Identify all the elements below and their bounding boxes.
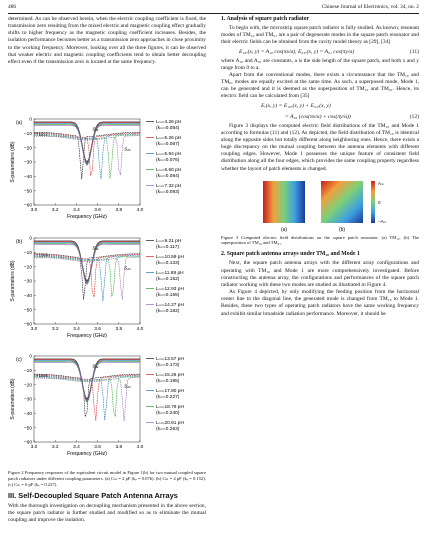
equation-11-number: (11) [409, 48, 419, 55]
y-tick-label: −60 [23, 440, 32, 446]
legend-coefficient: (kₘ=0.093) [156, 190, 180, 195]
x-tick-label: 3.0 [30, 208, 38, 213]
equation-12b-body: = A₁₀ (cos(πx/a) + cos(πy/a)) [285, 113, 351, 120]
s11-curve [34, 360, 140, 400]
y-tick-label: −40 [23, 174, 32, 180]
x-tick-label: 3.2 [51, 327, 59, 332]
fig3-subcaption-b: (b) [338, 226, 346, 233]
level-annotation: −12.2 [36, 131, 48, 137]
x-tick-label: 3.8 [115, 208, 123, 213]
y-tick-label: −10 [23, 368, 32, 374]
y-tick-label: −10 [23, 131, 32, 137]
legend-coefficient: (kₘ=0.182) [156, 309, 180, 314]
legend-label: Lₘ=17.80 pH [156, 389, 184, 394]
y-axis-label: S-parameters (dB) [10, 260, 16, 302]
figure-3 [221, 177, 419, 235]
colorbar-mid-label: 0 [378, 199, 381, 205]
legend-coefficient: (kₘ=0.227) [156, 395, 180, 400]
y-tick-label: −30 [23, 397, 32, 403]
y-tick-label: −40 [23, 411, 32, 417]
y-tick-label: −30 [23, 160, 32, 166]
legend-coefficient: (kₘ=0.240) [156, 411, 180, 416]
figure-3-graphic [221, 177, 419, 235]
y-tick-label: −60 [23, 203, 32, 209]
y-tick-label: 0 [29, 236, 32, 242]
equation-12a-body: Eᵣ(x, y) = E₁₀ᵣ(x, y) + E₀₁ᵣ(x, y) [261, 102, 331, 109]
y-tick-label: −20 [23, 265, 32, 271]
legend-label: Lₘ=6.60 pH [156, 168, 182, 173]
s11-curve [34, 123, 140, 163]
s-parameter-plot-c [8, 350, 208, 466]
y-tick-label: −20 [23, 383, 32, 389]
legend-label: Lₘ=11.88 pH [156, 271, 184, 276]
legend-coefficient: (kₘ=0.173) [156, 363, 180, 368]
level-annotation: −15.6 [36, 373, 48, 379]
x-tick-label: 3.4 [73, 445, 80, 450]
y-tick-label: 0 [29, 354, 32, 360]
y-tick-label: −10 [23, 250, 32, 256]
legend-coefficient: (kₘ=0.067) [156, 142, 180, 147]
x-tick-label: 3.6 [94, 445, 101, 450]
legend-coefficient: (kₘ=0.263) [156, 427, 180, 432]
s21-curve [34, 135, 140, 179]
subsection-1-title: 1. Analysis of square patch radiator [221, 16, 310, 22]
x-tick-label: 3.4 [73, 327, 80, 332]
s-parameter-plot-b [8, 232, 208, 348]
s11-curve [34, 122, 140, 162]
level-annotation: −13.9 [36, 252, 48, 258]
field-map-tm10 [263, 181, 305, 223]
legend-coefficient: (kₘ=0.076) [156, 158, 180, 163]
subsection-2-title: 2. Square patch antenna arrays under TM₁₀ and Mode 1 [221, 251, 360, 258]
legend-label: Lₘ=5.26 pH [156, 136, 182, 141]
x-tick-label: 3.8 [115, 445, 123, 450]
legend-coefficient: (kₘ=0.117) [156, 245, 180, 250]
legend-coefficient: (kₘ=0.165) [156, 293, 180, 298]
legend-label: Lₘ=5.94 pH [156, 152, 182, 157]
legend-label: Lₘ=13.57 pH [156, 357, 184, 362]
legend-label: Lₘ=4.26 pH [156, 120, 182, 125]
right-column [221, 16, 419, 318]
x-tick-label: 4.0 [136, 445, 144, 450]
s11-curve [34, 124, 140, 164]
subsection-2-para-2: As Figure 4 depicted, by only modifying the feeding position from the horizontal center line to the diagonal line, the generated mode is changed from TM₁₀ to Mode 1. Besides, these two types of operating patch radiators have the same working frequency and exhibit similar broadside radiation performance. Moreover, it should be [221, 289, 419, 317]
s11-label: S₁₁ [92, 364, 99, 370]
y-tick-label: −20 [23, 146, 32, 152]
legend-coefficient: (kₘ=0.133) [156, 261, 180, 266]
legend-label: Lₘ=18.79 pH [156, 405, 184, 410]
y-axis-label: S-parameters (dB) [10, 141, 16, 183]
legend-coefficient: (kₘ=0.054) [156, 126, 180, 131]
x-axis-label: Frequency (GHz) [67, 333, 107, 339]
y-axis-label: S-parameters (dB) [10, 378, 16, 420]
legend-label: Lₘ=12.93 pH [156, 287, 184, 292]
equation-11 [221, 47, 419, 58]
s11-curve [34, 362, 140, 402]
panel-label: (b) [16, 239, 23, 245]
subsection-1-para-1: To begin with, the microstrip square patch radiator is fully studied. As known, resonant modes of TM₁₀ and TM₀₁ are a pair of degenerate modes in the square patch resonator and their electric fields can be obtained from the cavity model theory as [29], [34] [221, 25, 419, 46]
s11-label: S₁₁ [92, 127, 99, 133]
s11-curve [34, 124, 140, 164]
section-3-title: III. Self-Decoupled Square Patch Antenna Arrays [8, 491, 178, 501]
legend-coefficient: (kₘ=0.084) [156, 174, 180, 179]
colorbar-bottom-label: −Aₘ [378, 218, 387, 224]
s21-curve [34, 374, 140, 417]
equation-12-number: (12) [409, 113, 419, 120]
s21-curve [34, 133, 140, 176]
y-tick-label: −30 [23, 279, 32, 285]
panel-label: (c) [16, 357, 22, 363]
colorbar [371, 181, 375, 223]
x-tick-label: 3.2 [51, 445, 59, 450]
s21-curve [34, 136, 140, 175]
y-tick-label: −50 [23, 189, 32, 195]
x-tick-label: 3.2 [51, 208, 59, 213]
panel-label: (a) [16, 120, 23, 126]
page-number: 486 [8, 4, 17, 10]
x-tick-label: 3.0 [30, 327, 38, 332]
equation-12b [221, 112, 419, 123]
subsection-1-para-2: where A₁₀ and A₀₁ are constants, a is the side length of the square patch, and both x and y range from 0 to a. [221, 57, 419, 71]
equation-11-body: E₁₀ᵣ(x, y) = A₁₀ cos(πx/a), E₀₁ᵣ(x, y) = A₀₁ cos(πy/a) [239, 48, 355, 55]
s21-curve [34, 376, 140, 421]
x-tick-label: 4.0 [136, 327, 144, 332]
y-tick-label: −40 [23, 293, 32, 299]
subsection-2-para-1: Next, the square patch antenna arrays with the different array configurations and operating with TM₁₀ and Mode 1 are more comprehensively investigated. Before constructing the antenna array, the configurations and performances of the square patch radiator working with these two modes are studied as illustrated in Figure 4. [221, 260, 419, 288]
legend-label: Lₘ=20.61 pH [156, 421, 184, 426]
y-tick-label: −60 [23, 322, 32, 328]
legend-label: Lₘ=10.59 pH [156, 255, 184, 260]
legend-label: Lₘ=7.32 pH [156, 184, 182, 189]
left-column [8, 16, 206, 66]
x-tick-label: 3.6 [94, 208, 101, 213]
legend-coefficient: (kₘ=0.195) [156, 379, 180, 384]
legend-label: Lₘ=14.27 pH [156, 303, 184, 308]
s21-curve [34, 134, 140, 179]
s-parameter-plot-a [8, 113, 208, 229]
x-tick-label: 4.0 [136, 208, 144, 213]
x-axis-label: Frequency (GHz) [67, 214, 107, 220]
y-tick-label: −50 [23, 426, 32, 432]
s21-label: S₂₁ [124, 147, 131, 153]
s11-label: S₁₁ [92, 246, 99, 252]
s11-curve [34, 243, 140, 283]
x-tick-label: 3.4 [73, 208, 80, 213]
section-3-paragraph: With the thorough investigation on decoupling mechanism presented in the above section, the square patch radiator is further studied and modified so as to eliminate the mutual coupling and improve the isolation. [8, 502, 206, 524]
subsection-1-para-3: Apart from the conventional modes, there exists a circumstance that the TM₁₀ and TM₀₁ modes are equally excited at the same time. As such, a superposed mode, Mode 1, can be generated and it is deemed as the superposition of TM₁₀ and TM₀₁. Hence, its electric field can be calculated from [35] [221, 71, 419, 100]
subsection-1-para-4: Figure 3 displays the computed electric field distributions of the TM₁₀ and Mode 1 according to formulas (11) and (12). As depicted, the field distribution of TM₁₀ is identical along the opposite sides but totally different along neighboring ones. Hence, there exists a huge discrepancy on the mutual coupling between the antenna elements with different coupling edges. However, Mode 1 possesses the unique feature of consistent field distribution along all the four edges, which provides the same coupling property regardless whether the layout of patch elements is changed. [221, 122, 419, 172]
x-tick-label: 3.6 [94, 327, 101, 332]
s11-curve [34, 125, 140, 165]
page-header [8, 4, 419, 14]
fig3-subcaption-a: (a) [280, 226, 288, 233]
s21-label: S₂₁ [124, 266, 131, 272]
x-tick-label: 3.8 [115, 327, 123, 332]
legend-label: Lₘ=9.21 pH [156, 239, 182, 244]
x-tick-label: 3.0 [30, 445, 38, 450]
s21-label: S₂₁ [124, 384, 131, 390]
intro-paragraph: determined. As can be observed herein, when the electric coupling coefficient is fixed, the transmission zero resulting from the mixed electric and magnetic coupling effect gradually shifts to higher frequency as the magnetic coupling coefficient increases. Besides, the isolation performance becomes better as a transmission zero approaches in close proximity to the working frequency. Moreover, looking over all the three figures, it can be observed that weaker electric and magnetic coupling coefficients tend to obtain better decoupling effect even if the transmission zero is located at the same frequency. [8, 16, 206, 65]
figure-2-caption: Figure 2 Frequency responses of the equivalent circuit model in Figure 1(b) for two mutual coupled square patch radiators under different coupling parameters. (a) Cₘ = 2 pF (kₑ = 0.076). (b) Cₘ = 4 pF (kₑ = 0.152). (c) Cₘ = 6 pF (kₑ = 0.227). [8, 470, 206, 487]
journal-title: Chinese Journal of Electronics, vol. 34, no. 2 [321, 4, 419, 10]
field-map-mode1 [321, 181, 363, 223]
colorbar-top-label: Aₘ [378, 180, 384, 186]
left-column-bottom [8, 470, 206, 524]
legend-label: Lₘ=15.26 pH [156, 373, 184, 378]
legend-coefficient: (kₘ=0.152) [156, 277, 180, 282]
y-tick-label: 0 [29, 117, 32, 123]
figure-3-caption: Figure 3 Computed electric field distributions on the square patch resonator. (a) TM₁₀. (b) The superposition of TM₁₀ and TM₀₁. [221, 234, 419, 246]
equation-12a [221, 101, 419, 112]
y-tick-label: −50 [23, 308, 32, 314]
x-axis-label: Frequency (GHz) [67, 451, 107, 457]
